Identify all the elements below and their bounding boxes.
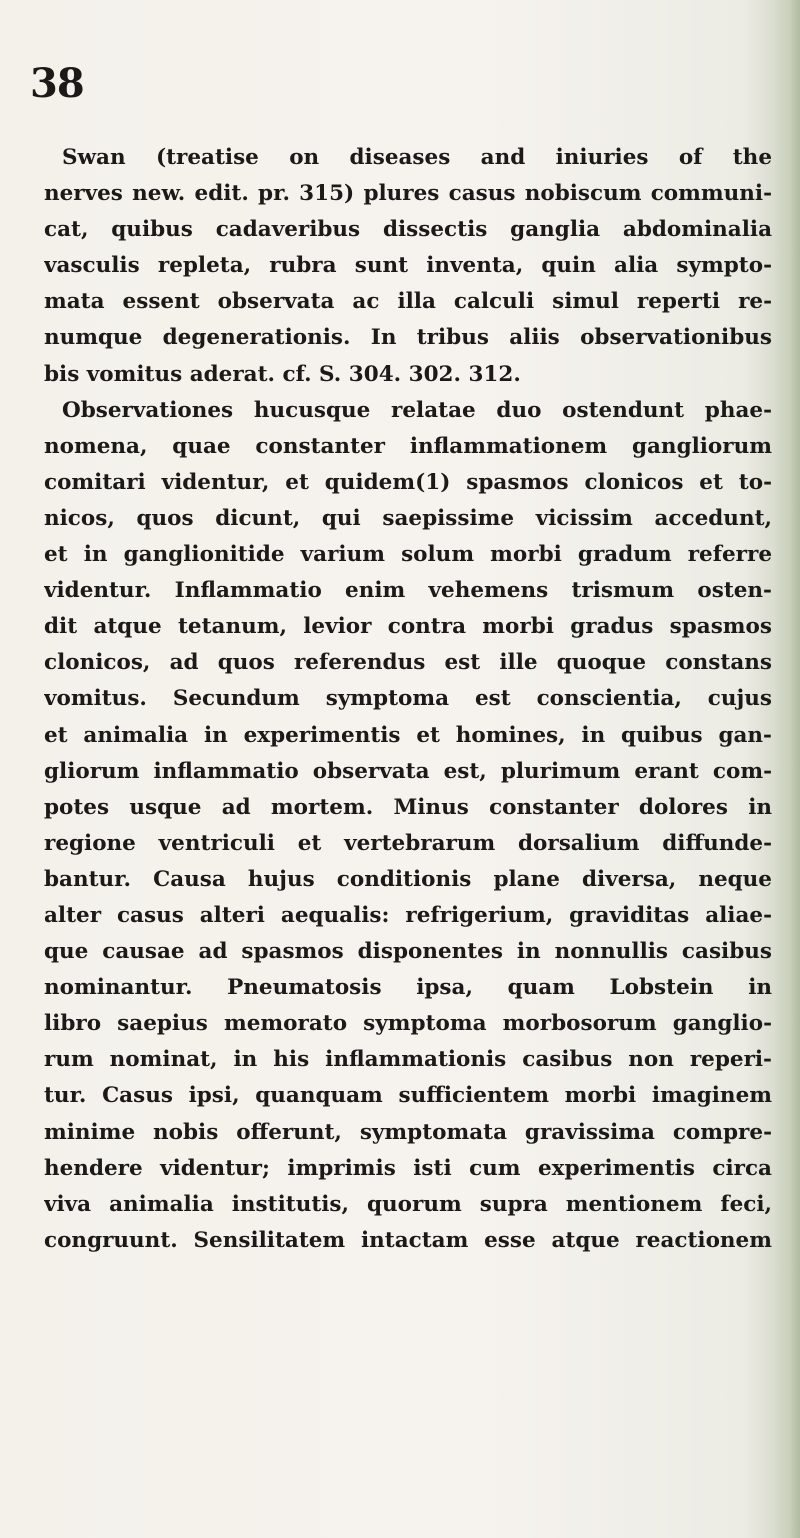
text-line: vasculis repleta, rubra sunt inventa, quin alia sympto-	[44, 253, 772, 279]
text-line: bantur. Causa hujus conditionis plane diversa, neque	[44, 866, 772, 892]
text-line: potes usque ad mortem. Minus constanter dolores in	[44, 794, 772, 820]
text-line: minime nobis offerunt, symptomata gravissima compre-	[44, 1119, 772, 1145]
text-line: congruunt. Sensilitatem intactam esse atque reactionem	[44, 1227, 772, 1253]
text-line: comitari videntur, et quidem(1) spasmos clonicos et to-	[44, 469, 772, 495]
text-line: tur. Casus ipsi, quanquam sufficientem morbi imaginem	[44, 1083, 772, 1109]
page-number: 38	[30, 60, 84, 107]
text-line: viva animalia institutis, quorum supra mentionem feci,	[44, 1191, 772, 1217]
text-line: nomena, quae constanter inflammationem gangliorum	[44, 433, 772, 459]
text-line: clonicos, ad quos referendus est ille quoque constans	[44, 650, 772, 676]
text-line: vomitus. Secundum symptoma est conscientia, cujus	[44, 686, 772, 712]
body-text	[44, 140, 772, 1259]
text-line: numque degenerationis. In tribus aliis observationibus	[44, 325, 772, 351]
text-line: nerves new. edit. pr. 315) plures casus nobiscum communi-	[44, 181, 772, 207]
text-line: mata essent observata ac illa calculi simul reperti re-	[44, 289, 772, 315]
text-line: nicos, quos dicunt, qui saepissime vicissim accedunt,	[44, 505, 772, 531]
text-line: hendere videntur; imprimis isti cum experimentis circa	[44, 1155, 772, 1181]
text-line: que causae ad spasmos disponentes in nonnullis casibus	[44, 939, 772, 965]
text-line: rum nominat, in his inflammationis casibus non reperi-	[44, 1047, 772, 1073]
text-line: gliorum inflammatio observata est, plurimum erant com-	[44, 758, 772, 784]
text-line: libro saepius memorato symptoma morbosorum ganglio-	[44, 1011, 772, 1037]
text-line: Swan (treatise on diseases and iniuries of the	[62, 145, 772, 170]
text-line: dit atque tetanum, levior contra morbi gradus spasmos	[44, 614, 772, 640]
text-line: nominantur. Pneumatosis ipsa, quam Lobstein in	[44, 975, 772, 1001]
text-line: et in ganglionitide varium solum morbi gradum referre	[44, 542, 772, 568]
page-edge-shadow	[774, 0, 800, 1538]
text-line: bis vomitus aderat. cf. S. 304. 302. 312.	[44, 361, 521, 387]
text-line: alter casus alteri aequalis: refrigerium, graviditas aliae-	[44, 902, 772, 928]
text-line: videntur. Inflammatio enim vehemens trismum osten-	[44, 578, 772, 604]
text-line: Observationes hucusque relatae duo ostendunt phae-	[62, 397, 772, 423]
text-line: et animalia in experimentis et homines, in quibus gan-	[44, 722, 772, 748]
text-line: cat, quibus cadaveribus dissectis ganglia abdominalia	[44, 217, 772, 243]
text-line: regione ventriculi et vertebrarum dorsalium diffunde-	[44, 830, 772, 856]
